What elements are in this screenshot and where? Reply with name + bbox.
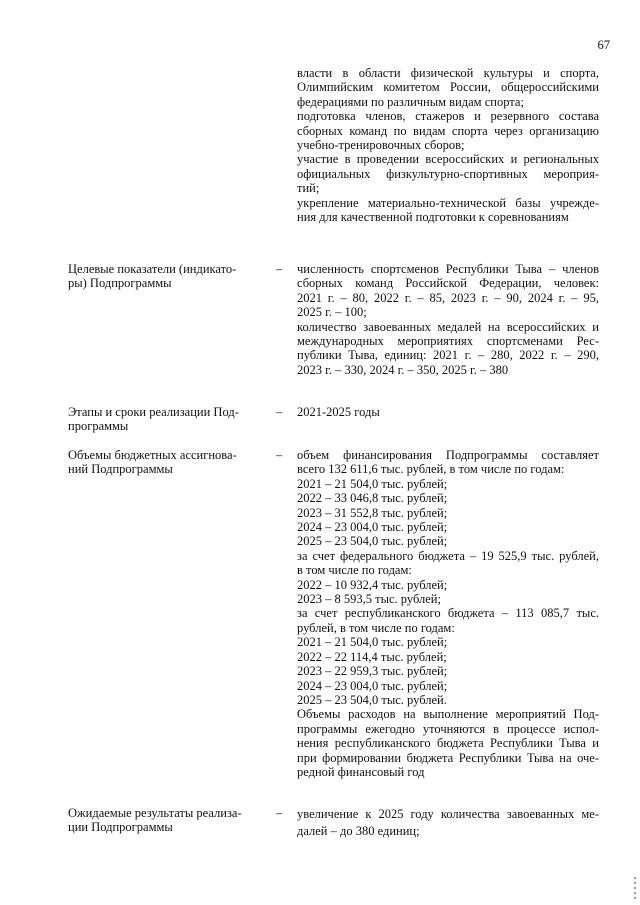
- text-line: количество завоеванных медалей на всероссийских и: [297, 319, 599, 334]
- separator-dash: –: [276, 448, 283, 462]
- text-line: тий;: [297, 181, 320, 196]
- text-line: официальных физкультурно-спортивных мероприя-: [297, 166, 599, 181]
- text-line: 2022 – 33 046,8 тыс. рублей;: [297, 491, 448, 506]
- text-line: увеличение к 2025 году количества завоеванных ме-: [297, 807, 599, 821]
- section-content-results: [297, 806, 599, 840]
- text-line: международных мероприятиях спортсменами Рес-: [297, 334, 599, 349]
- text-line: подготовка членов, стажеров и резервного состава: [297, 109, 599, 124]
- page-number: 67: [597, 38, 610, 52]
- text-line: учебно-тренировочных сборов;: [297, 138, 465, 153]
- text-line: 2023 – 22 959,3 тыс. рублей;: [297, 664, 448, 679]
- section-content-budget: [297, 448, 599, 779]
- section-label-budget: [68, 448, 254, 477]
- text-line: при формировании бюджета Республики Тыва на оче-: [297, 750, 599, 765]
- text-line: 2025 – 23 504,0 тыс. рублей.: [297, 692, 447, 707]
- text-line: редной финансовый год: [297, 764, 425, 779]
- text-line: в том числе по годам:: [297, 563, 412, 578]
- text-line: ния для качественной подготовки к соревнованиям: [297, 210, 569, 225]
- label-line: Этапы и сроки реализации Под-: [68, 405, 239, 419]
- text-line: сборных команд Российской Федерации, человек:: [297, 276, 599, 291]
- text-line: программы ежегодно уточняются в процессе испол-: [297, 721, 599, 736]
- text-line: 2025 – 23 504,0 тыс. рублей;: [297, 534, 448, 549]
- label-line: программы: [68, 419, 129, 434]
- section-label-results: [68, 806, 254, 835]
- label-line: ции Подпрограммы: [68, 820, 173, 835]
- text-line: 2023 г. – 330, 2024 г. – 350, 2025 г. – 380: [297, 362, 509, 377]
- text-line: за счет республиканского бюджета – 113 085,7 тыс.: [297, 606, 599, 621]
- text-line: за счет федерального бюджета – 19 525,9 тыс. рублей,: [297, 548, 599, 563]
- label-line: ры) Подпрограммы: [68, 276, 172, 291]
- separator-dash: –: [276, 405, 283, 419]
- section-label-stages: [68, 405, 254, 434]
- separator-dash: –: [276, 806, 283, 820]
- text-line: рублей, в том числе по годам:: [297, 620, 455, 635]
- text-line: укрепление материально-технической базы учрежде-: [297, 195, 599, 210]
- text-line: всего 132 611,6 тыс. рублей, в том числе по годам:: [297, 462, 565, 477]
- text-line: публики Тыва, единиц: 2021 г. – 280, 2022 г. – 290,: [297, 348, 599, 363]
- text-line: 2024 – 23 004,0 тыс. рублей;: [297, 520, 448, 535]
- text-line: участие в проведении всероссийских и региональных: [297, 152, 599, 167]
- section-content-indicators: [297, 262, 599, 377]
- text-line: Олимпийским комитетом России, общероссийскими: [297, 80, 599, 95]
- text-line: 2023 – 31 552,8 тыс. рублей;: [297, 505, 448, 520]
- text-line: 2023 – 8 593,5 тыс. рублей;: [297, 592, 441, 607]
- text-line: нения республиканского бюджета Республики Тыва и: [297, 736, 599, 751]
- text-line: сборных команд по видам спорта через организацию: [297, 123, 599, 138]
- separator-dash: –: [276, 262, 283, 276]
- section-content-stages: [297, 405, 599, 419]
- scan-edge-mark: [634, 877, 636, 901]
- text-line: 2022 – 22 114,4 тыс. рублей;: [297, 649, 447, 664]
- section-label-indicators: [68, 262, 254, 291]
- text-line: 2024 – 23 004,0 тыс. рублей;: [297, 678, 448, 693]
- label-line: Объемы бюджетных ассигнова-: [68, 448, 237, 462]
- label-line: Ожидаемые результаты реализа-: [68, 806, 242, 820]
- text-line: 2021 – 21 504,0 тыс. рублей;: [297, 476, 448, 491]
- continuation-text: [297, 66, 599, 224]
- text-line: 2025 г. – 100;: [297, 305, 367, 320]
- text-line: 2021 – 21 504,0 тыс. рублей;: [297, 635, 448, 650]
- label-line: Целевые показатели (индикато-: [68, 262, 237, 276]
- text-line: объем финансирования Подпрограммы составляет: [297, 448, 599, 462]
- text-line: далей – до 380 единиц;: [297, 824, 420, 838]
- text-line: 2022 – 10 932,4 тыс. рублей;: [297, 577, 448, 592]
- text-line: численность спортсменов Республики Тыва – членов: [297, 262, 599, 276]
- text-line: Объемы расходов на выполнение мероприятий Под-: [297, 707, 599, 722]
- text-line: федерациями по различным видам спорта;: [297, 94, 524, 109]
- label-line: ний Подпрограммы: [68, 462, 173, 477]
- text-line: власти в области физической культуры и спорта,: [297, 66, 599, 80]
- text-line: 2021-2025 годы: [297, 405, 380, 419]
- text-line: 2021 г. – 80, 2022 г. – 85, 2023 г. – 90, 2024 г. – 95,: [297, 290, 599, 305]
